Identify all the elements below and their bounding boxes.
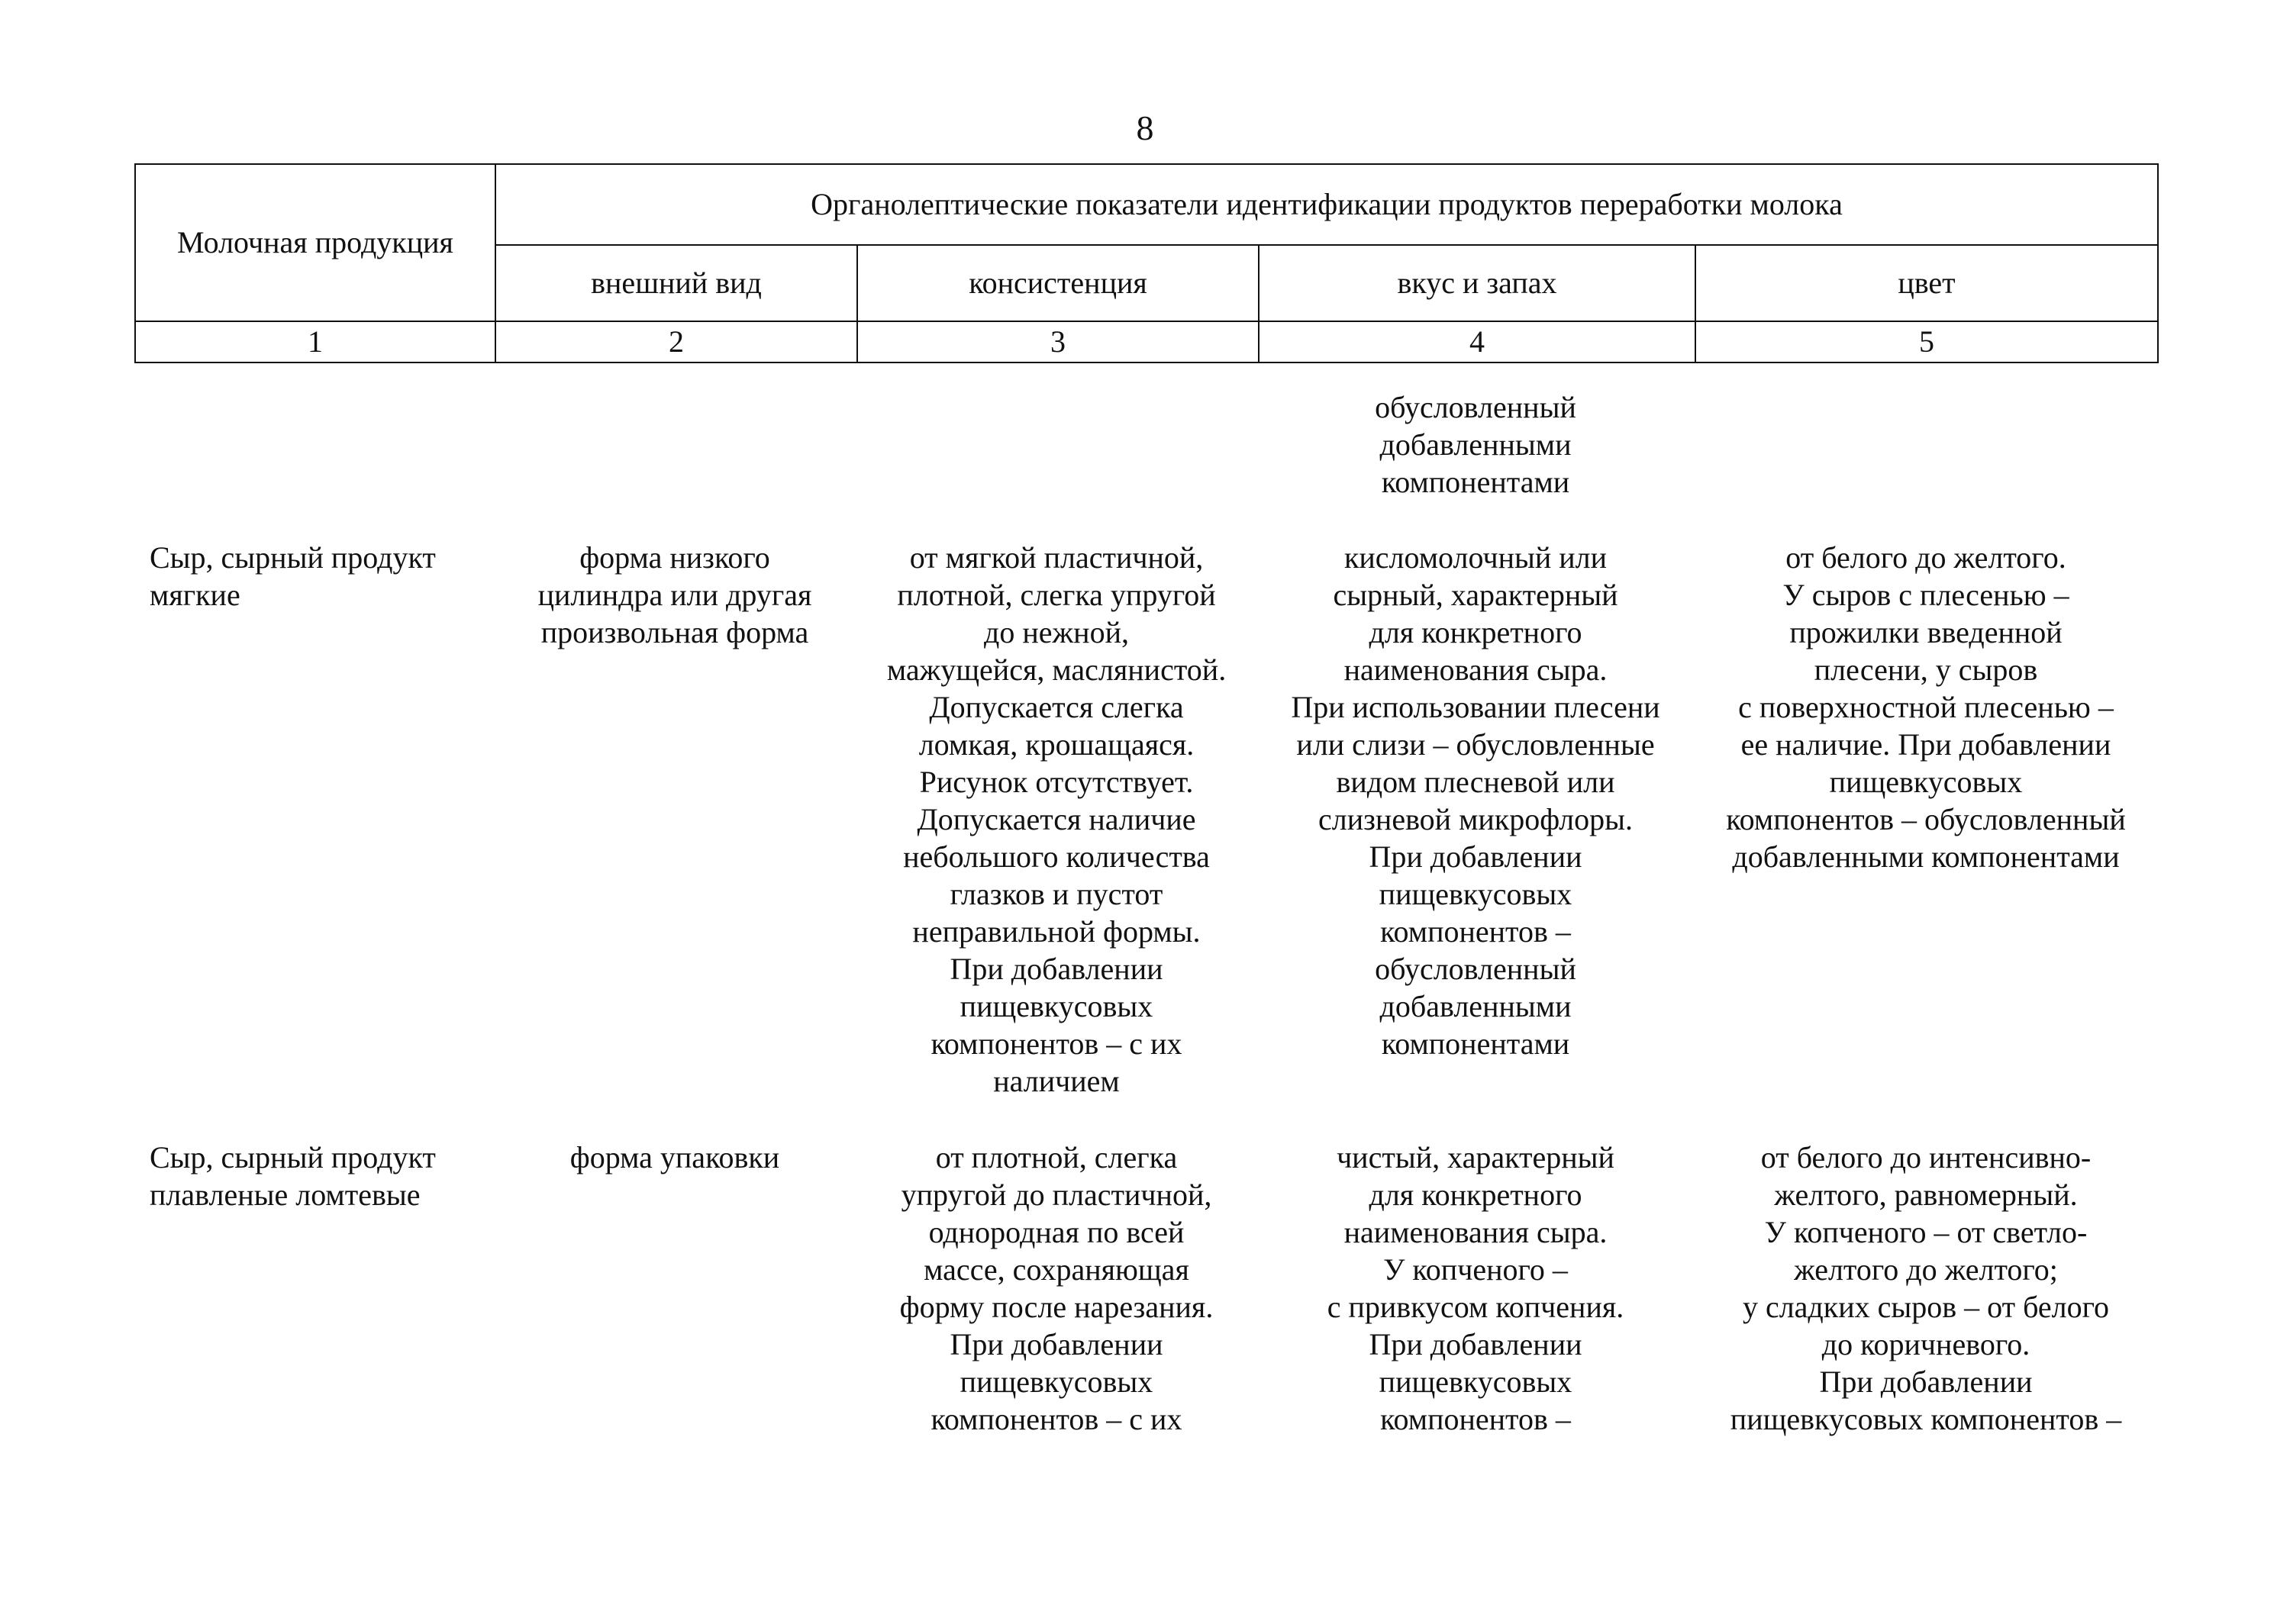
text-line: Сыр, сырный продукт — [150, 540, 436, 575]
column-number: 3 — [857, 321, 1259, 362]
text-line: наименования сыра. — [1343, 652, 1608, 687]
text-line: У копченого – — [1383, 1252, 1568, 1287]
text-line: Рисунок отсутствует. — [919, 765, 1194, 799]
text-line: плавленые ломтевые — [150, 1178, 421, 1212]
page-number: 8 — [1136, 108, 1154, 147]
text-line: У сыров с плесенью – — [1782, 578, 2069, 612]
text-line: небольшого количества — [903, 839, 1210, 874]
text-line: При использовании плесени — [1291, 690, 1660, 724]
text-line: желтого до желтого; — [1794, 1252, 2058, 1287]
text-line: произвольная форма — [540, 615, 809, 649]
text-line: форму после нарезания. — [899, 1290, 1214, 1324]
text-line: с поверхностной плесенью – — [1738, 690, 2114, 724]
text-line: до нежной, — [984, 615, 1129, 649]
text-line: от плотной, слегка — [935, 1140, 1178, 1174]
text-line: от белого до желтого. — [1785, 540, 2066, 575]
text-line: форма низкого — [579, 540, 770, 575]
text-line: компонентов – с их — [931, 1026, 1182, 1061]
text-line: от белого до интенсивно- — [1760, 1140, 2092, 1174]
text-line: ее наличие. При добавлении — [1740, 727, 2111, 762]
column-number: 1 — [135, 321, 495, 362]
row1-color — [1695, 539, 2157, 875]
text-line: компонентами — [1381, 465, 1570, 499]
text-line: сырный, характерный — [1333, 578, 1618, 612]
text-line: ломкая, крошащаяся. — [918, 727, 1195, 762]
text-line: Допускается слегка — [929, 690, 1184, 724]
text-line: При добавлении — [1819, 1365, 2033, 1399]
text-line: до коричневого. — [1821, 1327, 2030, 1361]
row1-consistency — [856, 539, 1256, 1100]
text-line: При добавлении — [950, 952, 1163, 986]
text-line: компонентов – с их — [931, 1402, 1182, 1436]
row1-product — [150, 539, 501, 614]
text-line: компонентами — [1381, 1026, 1570, 1061]
text-line: Допускается наличие — [917, 802, 1196, 836]
text-line: форма упаковки — [569, 1140, 780, 1174]
text-line: желтого, равномерный. — [1774, 1178, 2078, 1212]
text-line: При добавлении — [1369, 1327, 1582, 1361]
text-line: кисломолочный или — [1343, 540, 1608, 575]
text-line: мягкие — [150, 578, 240, 612]
column-number: 4 — [1259, 321, 1695, 362]
header-taste-smell: вкус и запах — [1259, 245, 1695, 321]
text-line: с привкусом копчения. — [1327, 1290, 1624, 1324]
text-line: добавленными — [1379, 427, 1572, 462]
text-line: компонентов – обусловленный — [1726, 802, 2126, 836]
text-line: у сладких сыров – от белого — [1742, 1290, 2110, 1324]
text-line: У копченого – от светло- — [1764, 1215, 2088, 1249]
header-organoleptic-indicators: Органолептические показатели идентификации продуктов переработки молока — [495, 164, 2158, 245]
text-line: плотной, слегка упругой — [897, 578, 1216, 612]
header-color: цвет — [1695, 245, 2158, 321]
text-line: добавленными компонентами — [1732, 839, 2120, 874]
text-line: чистый, характерный — [1337, 1140, 1614, 1174]
text-line: пищевкусовых компонентов – — [1730, 1402, 2122, 1436]
text-line: наименования сыра. — [1343, 1215, 1608, 1249]
text-line: компонентов – — [1380, 914, 1571, 949]
text-line: для конкретного — [1369, 615, 1582, 649]
column-number: 2 — [495, 321, 857, 362]
text-line: Сыр, сырный продукт — [150, 1140, 436, 1174]
text-line: пищевкусовых — [1379, 877, 1572, 911]
text-line: компонентов – — [1380, 1402, 1571, 1436]
row2-appearance — [495, 1139, 855, 1176]
text-line: пищевкусовых — [1379, 1365, 1572, 1399]
text-line: мажущейся, маслянистой. — [886, 652, 1227, 687]
row2-color — [1695, 1139, 2157, 1438]
text-line: глазков и пустот — [950, 877, 1163, 911]
row1-appearance — [495, 539, 855, 651]
text-line: видом плесневой или — [1336, 765, 1615, 799]
text-line: При добавлении — [950, 1327, 1163, 1361]
row2-product — [150, 1139, 501, 1213]
text-line: слизневой микрофлоры. — [1318, 802, 1633, 836]
text-line: обусловленный — [1375, 952, 1576, 986]
text-line: При добавлении — [1369, 839, 1582, 874]
text-line: добавленными — [1379, 989, 1572, 1023]
text-line: от мягкой пластичной, — [909, 540, 1204, 575]
text-line: цилиндра или другая — [537, 578, 812, 612]
text-line: прожилки введенной — [1789, 615, 2063, 649]
row2-consistency — [856, 1139, 1256, 1438]
header-dairy-products: Молочная продукция — [135, 164, 495, 321]
text-line: или слизи – обусловленные — [1296, 727, 1655, 762]
text-line: пищевкусовых — [1829, 765, 2023, 799]
row2-taste-smell — [1258, 1139, 1693, 1438]
text-line: наличием — [993, 1064, 1120, 1098]
row1-taste-smell — [1258, 539, 1693, 1062]
text-line: для конкретного — [1369, 1178, 1582, 1212]
table-header — [134, 163, 2159, 363]
text-line: неправильной формы. — [912, 914, 1201, 949]
text-line: плесени, у сыров — [1814, 652, 2038, 687]
text-line: пищевкусовых — [960, 1365, 1153, 1399]
text-line: однородная по всей — [928, 1215, 1185, 1249]
column-number: 5 — [1695, 321, 2158, 362]
text-line: упругой до пластичной, — [901, 1178, 1212, 1212]
header-consistency: консистенция — [857, 245, 1259, 321]
header-appearance: внешний вид — [495, 245, 857, 321]
text-line: массе, сохраняющая — [924, 1252, 1189, 1287]
text-line: обусловленный — [1375, 390, 1576, 424]
text-line: пищевкусовых — [960, 989, 1153, 1023]
continuation-taste-smell — [1258, 388, 1693, 501]
